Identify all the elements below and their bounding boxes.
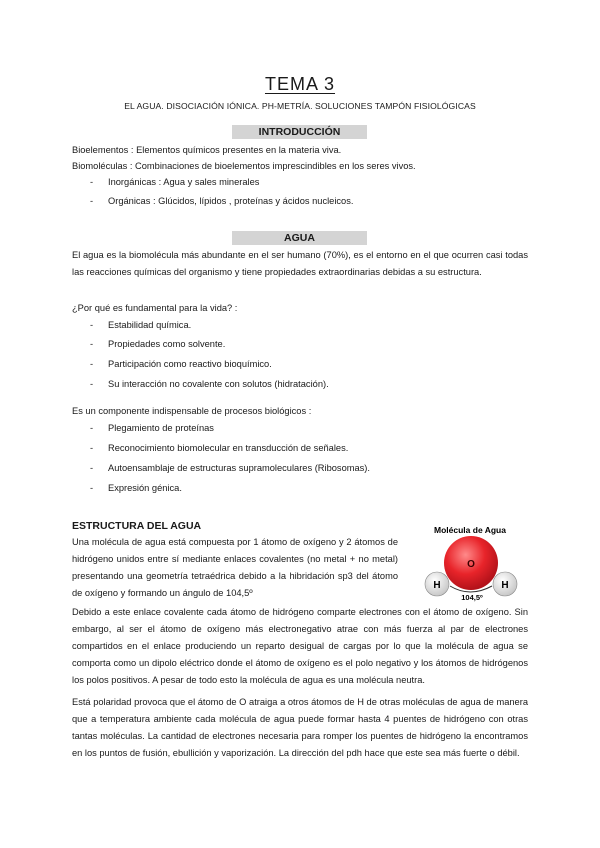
intro-heading: INTRODUCCIÓN (232, 125, 367, 139)
agua-paragraph: El agua es la biomolécula más abundante en el ser humano (70%), es el entorno en el que ocurren casi todas las reacciones químicas del organismo y tiene propiedades extraordinarias debidas a su estructura. (72, 250, 528, 277)
page-subtitle: EL AGUA. DISOCIACIÓN IÓNICA. PH-METRÍA. SOLUCIONES TAMPÓN FISIOLÓGICAS (124, 101, 476, 111)
intro-line-biomoleculas: Biomoléculas : Combinaciones de bioelementos imprescindibles en los seres vivos. (72, 161, 416, 171)
hydrogen-right-label: H (501, 580, 509, 591)
estructura-paragraph-1: Una molécula de agua está compuesta por 1 átomo de oxígeno y 2 átomos de hidrógeno unidos entre sí mediante enlaces covalentes (no metal + no metal) presentando una geometría tetraédrica debido a la hibridación sp3 del átomo de oxígeno y formando un ángulo de 104,5º (72, 537, 398, 598)
agua-heading: AGUA (232, 231, 367, 245)
agua-question: ¿Por qué es fundamental para la vida? : (72, 303, 238, 313)
agua-component: Es un componente indispensable de procesos biológicos : (72, 406, 312, 416)
bullet-dash: - (90, 359, 94, 369)
bullet-dash: - (90, 443, 94, 453)
oxygen-label: O (467, 559, 475, 570)
bullet-dash: - (90, 423, 94, 433)
bullet-dash: - (90, 463, 94, 473)
bullet-dash: - (90, 379, 94, 389)
bullet-dash: - (90, 339, 94, 349)
document-page: TEMA 3 EL AGUA. DISOCIACIÓN IÓNICA. PH-METRÍA. SOLUCIONES TAMPÓN FISIOLÓGICAS INTRODUCCIÓN Bioelementos : Elementos químicos presentes en la materia viva. Biomoléculas : Combinaciones de bioelementos imprescindibles en los seres vivos. - Inorgánicas : Agua y sales minerales - Orgánicas : Glúcidos, lípidos , proteínas y ácidos nucleicos. AGUA El agua es la biomolécula más abundante en el ser humano (70%), es el entorno en el que ocurren casi todas las reacciones químicas del organismo y tiene propiedades extraordinarias debidas a su estructura. ¿Por qué es fundamental para la vida? : - Estabilidad química. - Propiedades como solvente. - Participación como reactivo bioquímico. - Su interacción no covalente con solutos (hidratación). Es un componente indispensable de procesos biológicos : - Plegamiento de proteínas - Reconocimiento biomolecular en transducción de señales. - Autoensamblaje de estructuras supramoleculares (Ribosomas). - Expresión génica. ESTRUCTURA DEL AGUA Una molécula de agua está compuesta por 1 átomo de oxígeno y 2 átomos de hidrógeno unidos entre sí mediante enlaces covalentes (no metal + no metal) presentando una geometría tetraédrica debido a la hibridación sp3 del átomo de oxígeno y formando un ángulo de 104,5º Debido a este enlace covalente cada átomo de hidrógeno comparte electrones con el átomo de oxígeno. Sin embargo, al ser el átomo de oxígeno más electronegativo atrae con más fuerza al par de electrones compartidos en el enlace produciendo un reparto desigual de cargas por lo que la molécula de agua se comporta como un dipolo eléctrico donde el átomo de oxígeno es el polo negativo y los átomos de hidrógenos los polos positivos. A pesar de todo esto la molécula de agua es una molécula neutra. Está polaridad provoca que el átomo de O atraiga a otros átomos de H de otras moléculas de agua de manera que a temperatura ambiente cada molécula de agua puede formar hasta 4 puentes de hidrógeno con otras tantas moléculas. La cantidad de electrones necesaria para romper los puentes de hidrógeno la encontramos en los puntos de fusión, ebullición y vaporización. La dirección del pdh hace que este sea más fuerte o débil. Molécula de Agua O H H 104,5º (0, 0, 600, 848)
bullet-dash: - (90, 320, 94, 330)
intro-line-bioelementos: Bioelementos : Elementos químicos presentes en la materia viva. (72, 145, 342, 155)
page-title: TEMA 3 (264, 74, 336, 94)
estructura-paragraph-3: Está polaridad provoca que el átomo de O atraiga a otros átomos de H de otras moléculas de agua de manera que a temperatura ambiente cada molécula de agua puede formar hasta 4 puentes de hidrógeno con otras tantas moléculas. La cantidad de electrones necesaria para romper los puentes de hidrógeno la encontramos en los puntos de fusión, ebullición y vaporización. La dirección del pdh hace que este sea más fuerte o débil. (72, 697, 528, 758)
bullet-dash: - (90, 483, 94, 493)
bullet-dash: - (90, 196, 94, 206)
bond-angle-label: 104,5º (461, 593, 483, 602)
water-molecule-diagram (410, 524, 530, 604)
estructura-heading: ESTRUCTURA DEL AGUA (72, 520, 202, 532)
estructura-paragraph-2: Debido a este enlace covalente cada átomo de hidrógeno comparte electrones con el átomo de oxígeno. Sin embargo, al ser el átomo de oxígeno más electronegativo atrae con más fuerza al par de electrones compartidos en el enlace produciendo un reparto desigual de cargas por lo que la molécula de agua se comporta como un dipolo eléctrico donde el átomo de oxígeno es el polo negativo y los átomos de hidrógenos los polos positivos. A pesar de todo esto la molécula de agua es una molécula neutra. (72, 607, 528, 685)
diagram-title: Molécula de Agua (434, 525, 506, 535)
bullet-dash: - (90, 177, 94, 187)
hydrogen-left-label: H (433, 580, 441, 591)
